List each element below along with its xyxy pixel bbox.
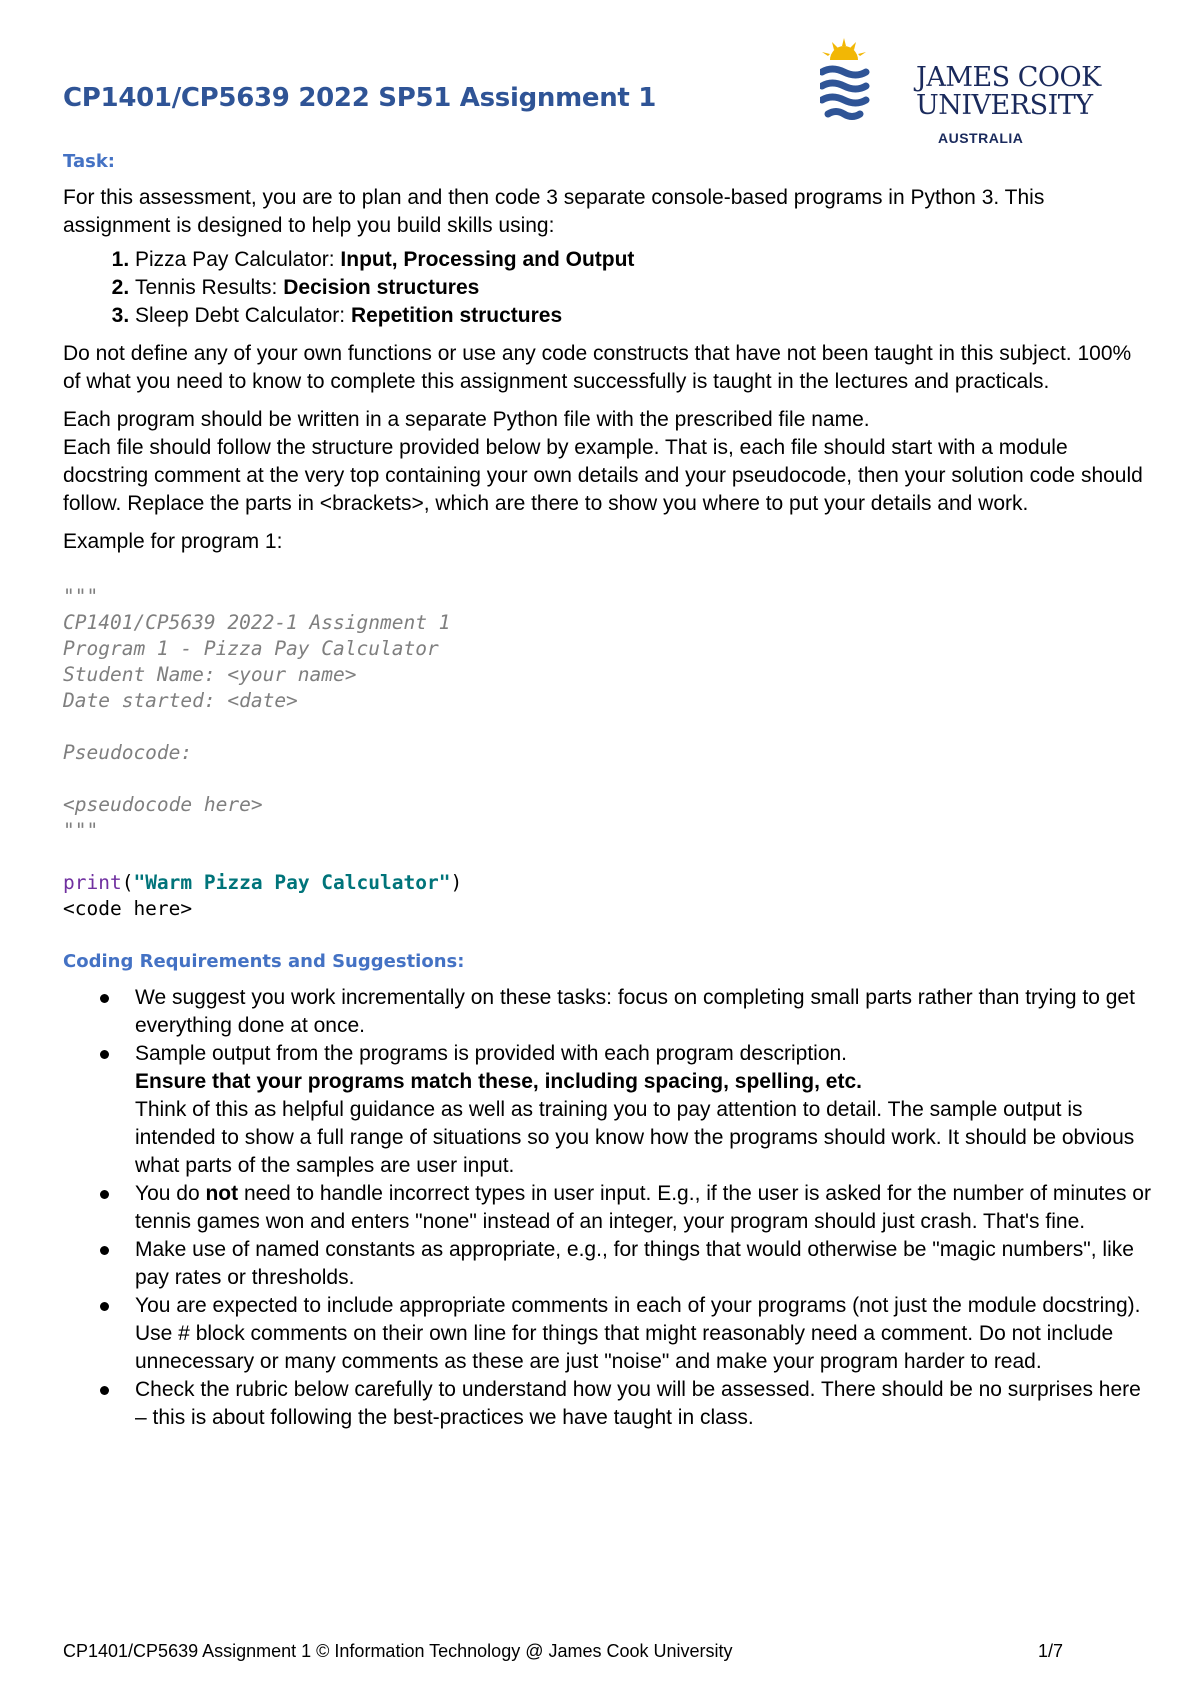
print-keyword: print (63, 871, 122, 894)
jcu-logo (820, 38, 1150, 148)
bullet-text: Check the rubric below carefully to understand how you will be assessed. There should be no surprises here – this is about following the best-practices we have taught in class. (135, 1378, 1141, 1429)
bullet-text: Sample output from the programs is provided with each program description. (135, 1042, 848, 1065)
logo-name-line2: UNIVERSITY (916, 90, 1093, 121)
print-string: "Warm Pizza Pay Calculator" (133, 871, 451, 894)
list-item (135, 1376, 1153, 1432)
paren-close: ) (450, 871, 463, 894)
page-title: CP1401/CP5639 2022 SP51 Assignment 1 (63, 83, 657, 113)
list-item (135, 246, 1153, 274)
bullet-text: You are expected to include appropriate comments in each of your programs (not just the module docstring). Use # block comments on their own line for things that might reasonably need a comment. Do not include unnecessary or many comments as these are just "noise" and make your program harder to read. (135, 1294, 1141, 1373)
item-bold: Input, Processing and Output (340, 248, 635, 271)
bullet-bold: Ensure that your programs match these, including spacing, spelling, etc. (135, 1070, 862, 1093)
code-line: Program 1 - Pizza Pay Calculator (63, 637, 439, 660)
requirements-list (63, 984, 1153, 1432)
code-line: Pseudocode: (63, 741, 193, 764)
code-placeholder: <code here> (63, 897, 193, 920)
coding-heading: Coding Requirements and Suggestions: (63, 951, 465, 972)
bullet-text: Think of this as helpful guidance as well as training you to pay attention to detail. The sample output is intended to show a full range of situations so you know how the programs should work. It should be obvious what parts of the samples are user input. (135, 1098, 1135, 1177)
paren-open: ( (121, 871, 134, 894)
bullet-bold: not (205, 1182, 239, 1205)
task-intro: For this assessment, you are to plan and then code 3 separate console-based programs in Python 3. This assignment is designed to help you build skills using: (63, 186, 1045, 237)
page-footer (63, 1640, 1153, 1662)
item-bold: Decision structures (283, 276, 480, 299)
code-line: <pseudocode here> (63, 793, 263, 816)
print-statement (63, 870, 1153, 896)
page-number: 1/7 (1038, 1641, 1064, 1661)
bullet-text: Make use of named constants as appropriate, e.g., for things that would otherwise be "magic numbers", like pay rates or thresholds. (135, 1238, 1134, 1289)
logo-name-line1: JAMES COOK (916, 62, 1101, 93)
bullet-text: need to handle incorrect types in user input. E.g., if the user is asked for the number of minutes or tennis games won and enters "none" instead of an integer, your program should just crash. That's fine. (135, 1182, 1151, 1233)
task-heading: Task: (63, 151, 115, 172)
file-structure-paragraph (63, 406, 1153, 518)
list-item (135, 274, 1153, 302)
code-example (63, 584, 1153, 922)
code-line: CP1401/CP5639 2022-1 Assignment 1 (63, 611, 451, 634)
file-structure-line1: Each program should be written in a separate Python file with the prescribed file name. (63, 408, 870, 431)
list-item (135, 984, 1153, 1040)
code-line: Date started: <date> (63, 689, 298, 712)
item-prefix: Sleep Debt Calculator: (135, 304, 351, 327)
list-item (135, 302, 1153, 330)
docstring-open: """ (63, 585, 99, 608)
bullet-text: We suggest you work incrementally on these tasks: focus on completing small parts rather than trying to get everything done at once. (135, 986, 1135, 1037)
example-label: Example for program 1: (63, 530, 283, 553)
page-content (63, 150, 1153, 1432)
list-item (135, 1236, 1153, 1292)
bullet-text: You do (135, 1182, 206, 1205)
docstring-close: """ (63, 819, 99, 842)
logo-subtitle: AUSTRALIA (938, 130, 1024, 146)
item-prefix: Tennis Results: (135, 276, 284, 299)
list-item (135, 1292, 1153, 1376)
jcu-crest-icon (820, 38, 910, 148)
file-structure-rest: Each file should follow the structure provided below by example. That is, each file should start with a module docstring comment at the very top containing your own details and your pseudocode, then your solution code should follow. Replace the parts in <brackets>, which are there to show you where to put your details and work. (63, 436, 1143, 515)
list-item (135, 1040, 1153, 1180)
item-bold: Repetition structures (350, 304, 563, 327)
code-line: Student Name: <your name> (63, 663, 357, 686)
item-prefix: Pizza Pay Calculator: (135, 248, 341, 271)
footer-text: CP1401/CP5639 Assignment 1 © Information Technology @ James Cook University (63, 1641, 733, 1661)
list-item (135, 1180, 1153, 1236)
skills-list (63, 246, 1153, 330)
no-functions-paragraph: Do not define any of your own functions or use any code constructs that have not been taught in this subject. 100% of what you need to know to complete this assignment successfully is taught in the lectures and practicals. (63, 342, 1132, 393)
